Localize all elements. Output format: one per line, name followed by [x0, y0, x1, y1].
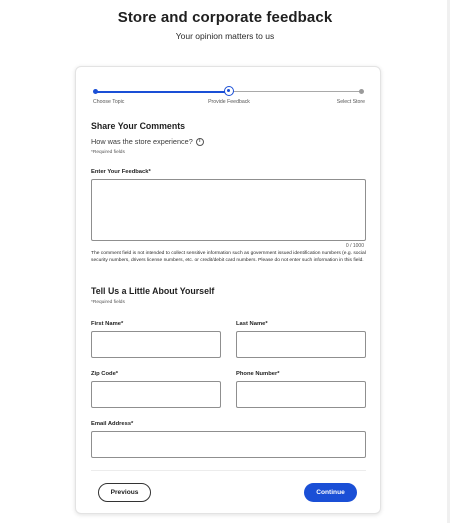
info-icon[interactable]: i	[196, 138, 204, 146]
step-dot-choose-topic[interactable]	[93, 89, 98, 94]
progress-stepper	[93, 87, 363, 111]
about-yourself-heading: Tell Us a Little About Yourself	[91, 286, 215, 296]
feedback-textarea[interactable]	[91, 179, 366, 241]
character-counter: 0 / 1000	[345, 243, 364, 249]
page-subtitle: Your opinion matters to us	[175, 31, 275, 41]
feedback-form-card	[75, 66, 381, 514]
sensitive-info-disclaimer: The comment field is not intended to collect sensitive information such as government issued identification numbers (e.g. social security numbers, drivers license numbers, etc. or credit/debit card numbers. Please do not enter such information in this field.	[91, 251, 366, 264]
form-divider	[91, 470, 366, 471]
email-field[interactable]	[91, 431, 366, 458]
page-title: Store and corporate feedback	[117, 9, 333, 26]
step-label-choose-topic[interactable]: Choose Topic	[93, 99, 125, 105]
continue-button[interactable]: Continue	[304, 483, 357, 502]
required-fields-note-2: *Required fields	[91, 300, 125, 305]
last-name-label: Last Name*	[236, 321, 268, 327]
zip-code-field[interactable]	[91, 381, 221, 408]
phone-number-label: Phone Number*	[236, 371, 280, 377]
step-dot-provide-feedback	[224, 86, 234, 96]
step-dot-select-store	[359, 89, 364, 94]
phone-number-field[interactable]	[236, 381, 366, 408]
required-fields-note: *Required fields	[91, 150, 125, 155]
first-name-label: First Name*	[91, 321, 124, 327]
step-label-provide-feedback: Provide Feedback	[208, 99, 250, 105]
first-name-field[interactable]	[91, 331, 221, 358]
step-label-select-store: Select Store	[336, 99, 365, 105]
store-experience-question	[91, 137, 204, 146]
share-comments-heading: Share Your Comments	[91, 121, 186, 131]
email-label: Email Address*	[91, 421, 134, 427]
zip-code-label: Zip Code*	[91, 371, 119, 377]
question-text: How was the store experience?	[91, 137, 193, 146]
last-name-field[interactable]	[236, 331, 366, 358]
stepper-remaining-line	[229, 91, 361, 92]
stepper-progress-line	[95, 91, 229, 93]
feedback-label: Enter Your Feedback*	[91, 169, 151, 175]
previous-button[interactable]: Previous	[98, 483, 151, 502]
